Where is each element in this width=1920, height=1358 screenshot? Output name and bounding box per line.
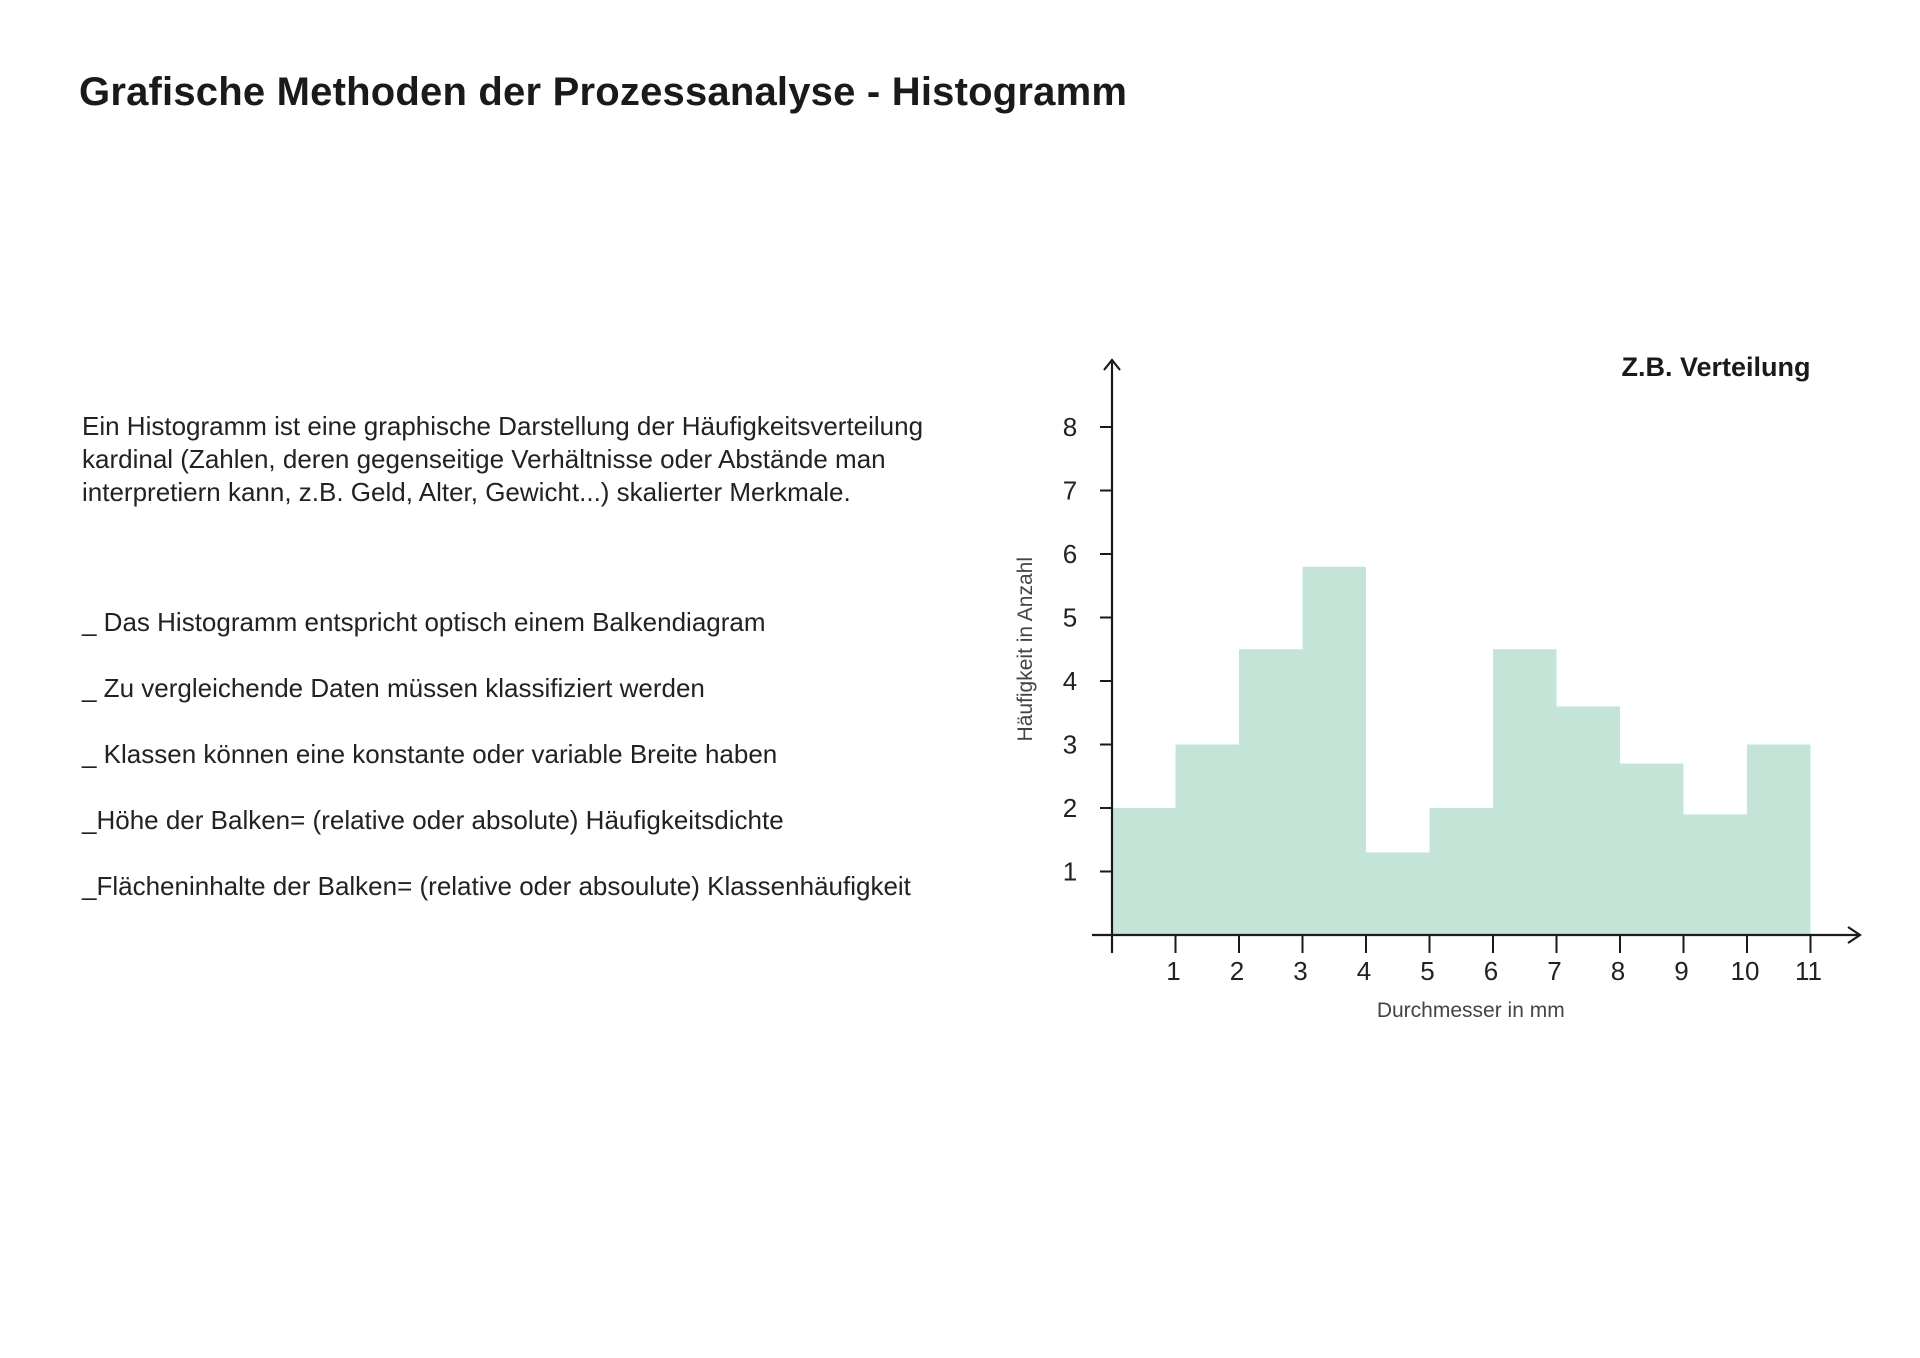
x-tick-label: 11 [1795, 956, 1822, 986]
x-tick-label: 8 [1610, 956, 1626, 986]
histogram-chart [990, 340, 1890, 1040]
text-block [82, 410, 982, 901]
y-axis-label: Häufigkeit in Anzahl [1014, 557, 1037, 742]
intro-line: kardinal (Zahlen, deren gegenseitige Verhältnisse oder Abstände man [82, 444, 886, 474]
x-tick-label: 1 [1166, 956, 1181, 986]
intro-line: Ein Histogramm ist eine graphische Darstellung der Häufigkeitsverteilung [82, 411, 924, 441]
histogram-bar [1176, 745, 1240, 936]
x-tick-label: 6 [1483, 956, 1499, 986]
histogram-bar [1112, 808, 1176, 935]
histogram-svg [990, 340, 1890, 1040]
histogram-bar [1493, 649, 1557, 935]
histogram-bar [1430, 808, 1494, 935]
x-tick-label: 9 [1674, 956, 1689, 986]
y-tick-label: 7 [1062, 475, 1078, 506]
y-tick-label: 4 [1062, 666, 1078, 696]
bullet-item: _ Klassen können eine konstante oder variable Breite haben [82, 739, 778, 769]
y-tick-label: 2 [1062, 793, 1078, 823]
histogram-bar [1747, 745, 1811, 936]
x-axis-label: Durchmesser in mm [1376, 999, 1565, 1022]
x-tick-label: 3 [1293, 956, 1308, 986]
histogram-bar [1620, 764, 1684, 935]
x-tick-label: 10 [1730, 956, 1760, 986]
x-tick-label: 7 [1547, 956, 1562, 986]
x-tick-label: 5 [1420, 956, 1435, 986]
histogram-bar [1366, 852, 1430, 935]
intro-line: interpretiern kann, z.B. Geld, Alter, Gewicht...) skalierter Merkmale. [82, 477, 851, 507]
page-title: Grafische Methoden der Prozessanalyse - Histogramm [79, 70, 1128, 114]
bullet-item: _Höhe der Balken= (relative oder absolute) Häufigkeitsdichte [82, 805, 784, 835]
bullet-item: _Flächeninhalte der Balken= (relative oder absoulute) Klassenhäufigkeit [82, 871, 911, 901]
x-tick-label: 4 [1356, 956, 1372, 986]
histogram-bar [1239, 649, 1303, 935]
intro-paragraph [82, 410, 962, 509]
bullet-item: _ Zu vergleichende Daten müssen klassifiziert werden [82, 673, 705, 703]
x-tick-label: 2 [1229, 956, 1245, 986]
y-tick-label: 3 [1062, 729, 1078, 760]
histogram-bar [1684, 814, 1748, 935]
bullet-item: _ Das Histogramm entspricht optisch einem Balkendiagram [82, 607, 766, 637]
y-tick-label: 5 [1062, 602, 1078, 633]
chart-title: Z.B. Verteilung [1621, 352, 1811, 382]
bullet-list [82, 606, 911, 936]
y-tick-label: 6 [1062, 539, 1078, 569]
y-tick-label: 8 [1062, 412, 1078, 442]
histogram-bar [1557, 706, 1621, 935]
y-tick-label: 1 [1062, 856, 1078, 887]
histogram-bar [1303, 567, 1367, 935]
